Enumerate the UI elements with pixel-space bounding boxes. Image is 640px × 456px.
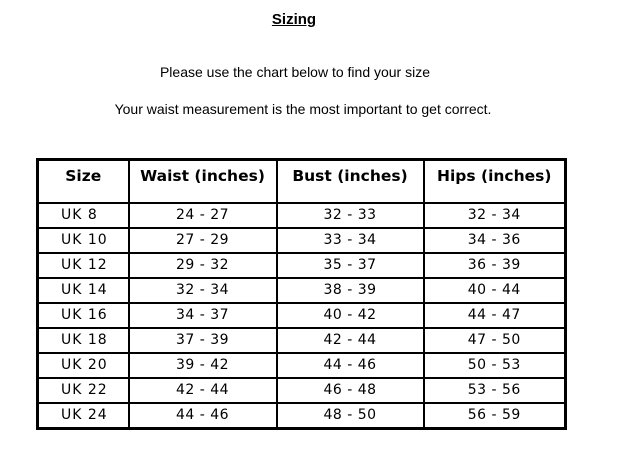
table-row <box>38 403 566 429</box>
bust-cell: 40 - 42 <box>277 303 424 328</box>
hips-cell: 36 - 39 <box>424 253 566 278</box>
table-row <box>38 303 566 328</box>
bust-cell: 48 - 50 <box>277 403 424 429</box>
size-cell: UK 24 <box>38 403 129 429</box>
size-cell: UK 20 <box>38 353 129 378</box>
size-cell: UK 14 <box>38 278 129 303</box>
waist-note-text: Your waist measurement is the most important to get correct. <box>114 101 492 117</box>
page-title: Sizing <box>271 11 317 28</box>
size-cell: UK 10 <box>38 228 129 253</box>
hips-cell: 32 - 34 <box>424 203 566 228</box>
size-cell: UK 8 <box>38 203 129 228</box>
table-row <box>38 353 566 378</box>
bust-cell: 38 - 39 <box>277 278 424 303</box>
bust-cell: 32 - 33 <box>277 203 424 228</box>
hips-cell: 34 - 36 <box>424 228 566 253</box>
table-row <box>38 328 566 353</box>
hips-cell: 56 - 59 <box>424 403 566 429</box>
hips-cell: 53 - 56 <box>424 378 566 403</box>
waist-cell: 32 - 34 <box>129 278 277 303</box>
hips-cell: 47 - 50 <box>424 328 566 353</box>
header-bust: Bust (inches) <box>277 160 424 203</box>
hips-cell: 40 - 44 <box>424 278 566 303</box>
bust-cell: 33 - 34 <box>277 228 424 253</box>
bust-cell: 42 - 44 <box>277 328 424 353</box>
waist-cell: 42 - 44 <box>129 378 277 403</box>
waist-cell: 44 - 46 <box>129 403 277 429</box>
hips-cell: 50 - 53 <box>424 353 566 378</box>
sizing-table <box>36 158 567 430</box>
waist-cell: 39 - 42 <box>129 353 277 378</box>
table-row <box>38 278 566 303</box>
hips-cell: 44 - 47 <box>424 303 566 328</box>
bust-cell: 35 - 37 <box>277 253 424 278</box>
waist-cell: 27 - 29 <box>129 228 277 253</box>
size-cell: UK 18 <box>38 328 129 353</box>
waist-cell: 37 - 39 <box>129 328 277 353</box>
size-cell: UK 16 <box>38 303 129 328</box>
table-row <box>38 253 566 278</box>
header-size: Size <box>38 160 129 203</box>
table-row <box>38 378 566 403</box>
waist-cell: 29 - 32 <box>129 253 277 278</box>
waist-cell: 24 - 27 <box>129 203 277 228</box>
bust-cell: 44 - 46 <box>277 353 424 378</box>
header-waist: Waist (inches) <box>129 160 277 203</box>
table-row <box>38 228 566 253</box>
size-cell: UK 22 <box>38 378 129 403</box>
bust-cell: 46 - 48 <box>277 378 424 403</box>
table-row <box>38 203 566 228</box>
size-cell: UK 12 <box>38 253 129 278</box>
table-header-row <box>38 160 566 203</box>
waist-cell: 34 - 37 <box>129 303 277 328</box>
header-hips: Hips (inches) <box>424 160 566 203</box>
instruction-text: Please use the chart below to find your size <box>159 64 431 80</box>
